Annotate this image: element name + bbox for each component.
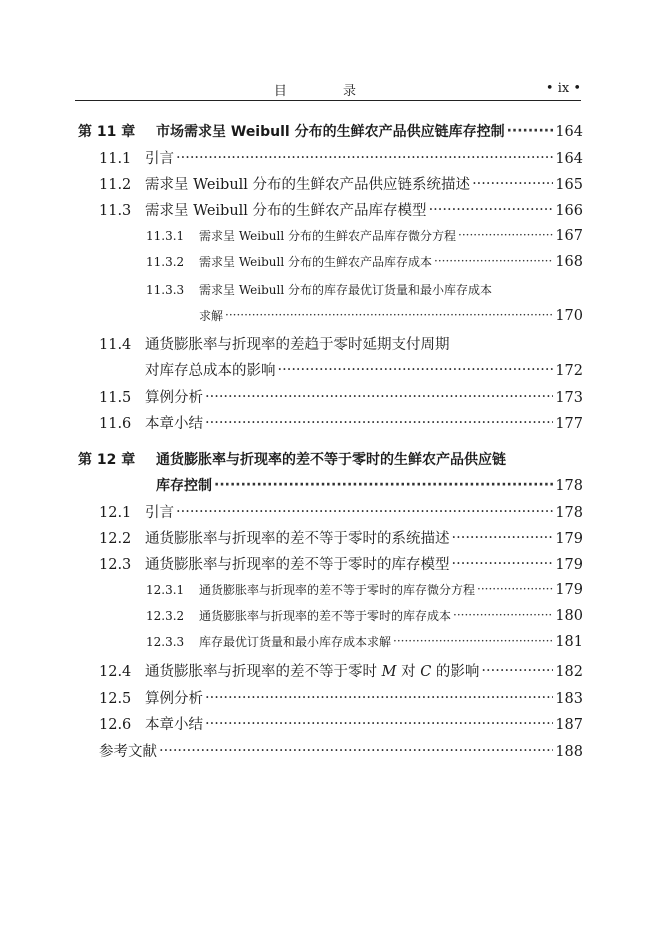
toc-entry-12-3-1[interactable] [146, 581, 583, 598]
leader-dots [481, 663, 553, 679]
leader-dots [205, 690, 553, 706]
section-number: 11.3 [99, 203, 132, 219]
leader-dots [507, 123, 554, 139]
page-ref: 187 [555, 717, 583, 733]
leader-dots [205, 415, 553, 431]
section-number: 12.3 [99, 557, 132, 573]
subsection-number: 12.3.3 [146, 635, 185, 649]
leader-dots [434, 254, 553, 268]
chapter-number: 第 12 章 [78, 452, 136, 468]
page-ref: 170 [555, 308, 583, 324]
chapter-title-cont: 库存控制 [156, 478, 212, 494]
page-title: 目 录 [273, 84, 383, 99]
leader-dots [205, 716, 553, 732]
section-title: 通货膨胀率与折现率的差趋于零时延期支付周期 [145, 337, 450, 353]
section-number: 11.1 [99, 151, 132, 167]
toc-entry-11-3[interactable] [99, 199, 583, 220]
page-ref: 180 [555, 608, 583, 624]
section-number: 11.4 [99, 337, 132, 353]
section-title: 引言 [145, 505, 174, 521]
toc-entry-11-3-3-line2[interactable] [199, 307, 583, 324]
leader-dots [205, 389, 553, 405]
leader-dots [429, 202, 554, 218]
section-title: 需求呈 Weibull 分布的生鲜农产品供应链系统描述 [145, 177, 471, 193]
subsection-number: 12.3.2 [146, 609, 185, 623]
page-ref: 167 [555, 228, 583, 244]
toc-entry-12-4[interactable] [99, 660, 583, 681]
section-number: 12.6 [99, 717, 132, 733]
chapter-title: 市场需求呈 Weibull 分布的生鲜农产品供应链库存控制 [156, 124, 505, 140]
section-number: 12.2 [99, 531, 132, 547]
leader-dots [159, 743, 553, 759]
leader-dots [477, 582, 553, 596]
page-ref: 164 [555, 151, 583, 167]
toc-entry-12-1[interactable] [99, 501, 583, 522]
page-ref: 183 [555, 691, 583, 707]
page-ref: 172 [555, 363, 583, 379]
subsection-number: 11.3.1 [146, 229, 185, 243]
toc-entry-12-3-2[interactable] [146, 607, 583, 624]
subsection-title-cont: 求解 [199, 309, 224, 323]
page-number: • ix • [545, 81, 581, 96]
chapter-title: 通货膨胀率与折现率的差不等于零时的生鲜农产品供应链 [156, 452, 506, 468]
toc-entry-12-3-3[interactable] [146, 633, 583, 650]
section-number: 12.4 [99, 664, 132, 680]
page-ref: 166 [555, 203, 583, 219]
page-ref: 168 [555, 254, 583, 270]
toc-entry-11-3-3-line1[interactable] [146, 281, 583, 298]
toc-entry-11-2[interactable] [99, 173, 583, 194]
leader-dots [176, 150, 553, 166]
page-ref: 178 [555, 478, 583, 494]
toc-entry-chapter-12-line2[interactable] [156, 475, 583, 495]
toc-entry-11-3-1[interactable] [146, 227, 583, 244]
chapter-number: 第 11 章 [78, 124, 136, 140]
page-ref: 182 [555, 664, 583, 680]
references-title: 参考文献 [99, 744, 157, 760]
section-number: 11.5 [99, 390, 132, 406]
toc-entry-11-4-line2[interactable] [145, 359, 583, 380]
toc-entry-11-3-2[interactable] [146, 253, 583, 270]
leader-dots [472, 176, 553, 192]
section-title: 引言 [145, 151, 174, 167]
page-ref: 181 [555, 634, 583, 650]
subsection-title: 需求呈 Weibull 分布的生鲜农产品库存成本 [199, 255, 433, 269]
subsection-title: 库存最优订货量和最小库存成本求解 [199, 635, 392, 649]
section-number: 12.1 [99, 505, 132, 521]
toc-entry-12-6[interactable] [99, 713, 583, 734]
toc-entry-12-5[interactable] [99, 687, 583, 708]
page-ref: 188 [555, 744, 583, 760]
toc-entry-11-4-line1[interactable] [99, 333, 583, 354]
toc-entry-11-1[interactable] [99, 147, 583, 168]
section-number: 12.5 [99, 691, 132, 707]
toc-entry-12-2[interactable] [99, 527, 583, 548]
section-title: 算例分析 [145, 390, 203, 406]
toc-entry-chapter-12-line1[interactable] [78, 449, 583, 469]
leader-dots [278, 362, 554, 378]
leader-dots [452, 530, 554, 546]
page-ref: 178 [555, 505, 583, 521]
subsection-number: 11.3.3 [146, 283, 185, 297]
section-title: 通货膨胀率与折现率的差不等于零时 M 对 C 的影响 [145, 664, 480, 680]
section-title: 通货膨胀率与折现率的差不等于零时的库存模型 [145, 557, 450, 573]
leader-dots [176, 504, 553, 520]
leader-dots [393, 634, 553, 648]
section-title-cont: 对库存总成本的影响 [145, 363, 276, 379]
section-title: 通货膨胀率与折现率的差不等于零时的系统描述 [145, 531, 450, 547]
toc-entry-12-3[interactable] [99, 553, 583, 574]
section-title: 需求呈 Weibull 分布的生鲜农产品库存模型 [145, 203, 427, 219]
page-ref: 179 [555, 557, 583, 573]
section-title: 算例分析 [145, 691, 203, 707]
page-ref: 164 [555, 124, 583, 140]
subsection-title: 需求呈 Weibull 分布的生鲜农产品库存微分方程 [199, 229, 457, 243]
leader-dots [452, 556, 554, 572]
section-number: 11.2 [99, 177, 132, 193]
toc-entry-11-5[interactable] [99, 386, 583, 407]
section-title: 本章小结 [145, 416, 203, 432]
page-ref: 179 [555, 582, 583, 598]
toc-entry-references[interactable] [99, 740, 583, 761]
page-ref: 165 [555, 177, 583, 193]
subsection-number: 12.3.1 [146, 583, 185, 597]
leader-dots [225, 308, 553, 322]
leader-dots [458, 228, 553, 242]
toc-entry-11-6[interactable] [99, 412, 583, 433]
subsection-title: 通货膨胀率与折现率的差不等于零时的库存微分方程 [199, 583, 476, 597]
subsection-title: 需求呈 Weibull 分布的库存最优订货量和最小库存成本 [199, 283, 493, 297]
page-ref: 173 [555, 390, 583, 406]
page-ref: 179 [555, 531, 583, 547]
running-header [75, 80, 581, 101]
leader-dots [214, 477, 553, 493]
toc-entry-chapter-11[interactable] [78, 121, 583, 141]
subsection-number: 11.3.2 [146, 255, 185, 269]
section-number: 11.6 [99, 416, 132, 432]
leader-dots [453, 608, 553, 622]
section-title: 本章小结 [145, 717, 203, 733]
subsection-title: 通货膨胀率与折现率的差不等于零时的库存成本 [199, 609, 452, 623]
page-ref: 177 [555, 416, 583, 432]
